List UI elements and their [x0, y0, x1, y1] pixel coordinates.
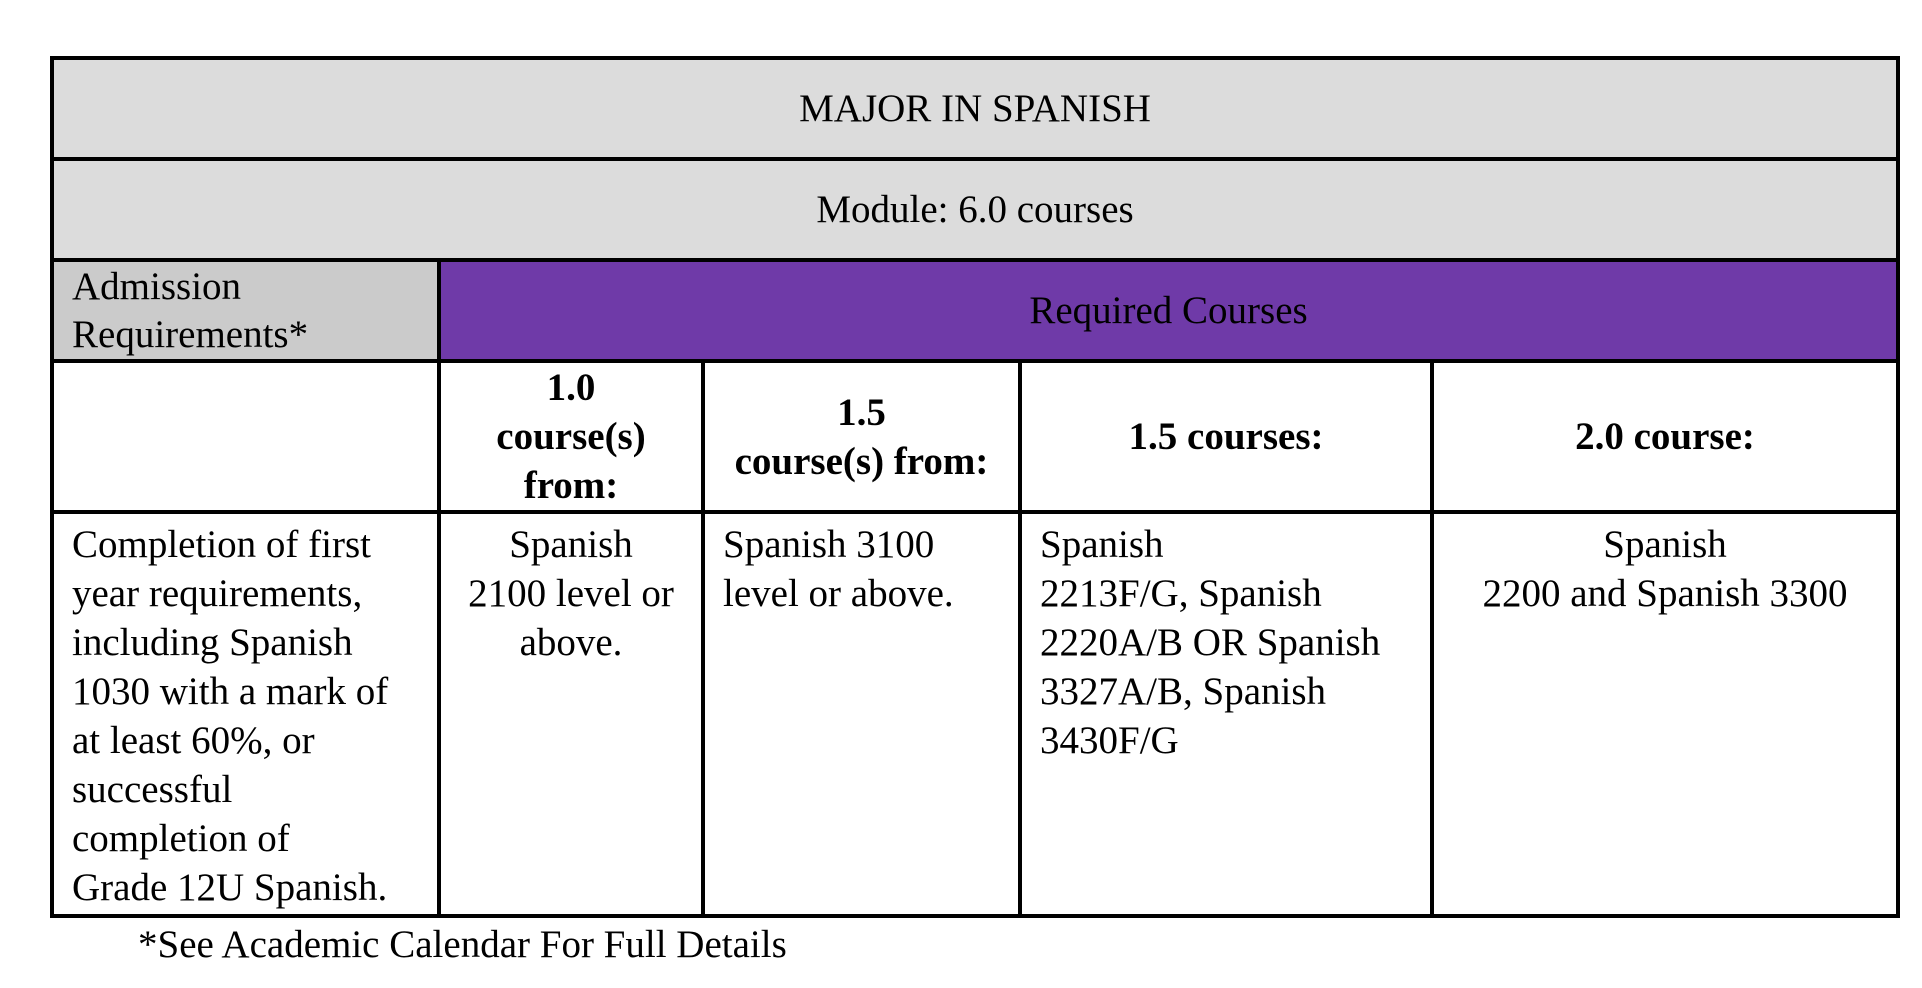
- section-header-row: [52, 260, 1898, 361]
- credit-header-1: [439, 361, 703, 512]
- text-line: 2213F/G, Spanish: [1040, 572, 1322, 615]
- text-line: Completion of first: [72, 523, 371, 566]
- text-line: including Spanish: [72, 621, 353, 664]
- admission-requirements-text: [52, 512, 439, 916]
- text-line: 2100 level or: [468, 572, 674, 615]
- credit-header-2: [703, 361, 1020, 512]
- text-line: year requirements,: [72, 572, 363, 615]
- admission-header-line: Admission: [72, 264, 242, 308]
- course-list-1: [439, 512, 703, 916]
- credit-header-3: 1.5 courses:: [1020, 361, 1432, 512]
- text-line: Spanish: [1040, 523, 1164, 566]
- text-line: successful: [72, 768, 233, 811]
- text-line: Spanish: [509, 523, 633, 566]
- required-courses-header: Required Courses: [439, 260, 1898, 361]
- text-line: Spanish 3100: [723, 523, 935, 566]
- text-line: 2200 and Spanish 3300: [1482, 572, 1848, 615]
- course-list-4: [1432, 512, 1898, 916]
- text-line: 2220A/B OR Spanish: [1040, 621, 1381, 664]
- text-line: Spanish: [1603, 523, 1727, 566]
- footnote: *See Academic Calendar For Full Details: [138, 923, 787, 966]
- text-line: at least 60%, or: [72, 719, 315, 762]
- text-line: 3327A/B, Spanish: [1040, 670, 1327, 713]
- course-list-3: [1020, 512, 1432, 916]
- course-list-2: [703, 512, 1020, 916]
- credit-header-line: 1.5: [837, 390, 886, 434]
- text-line: completion of: [72, 817, 290, 860]
- module-row: [52, 159, 1898, 260]
- text-line: above.: [519, 621, 623, 664]
- requirements-table: [50, 56, 1900, 918]
- text-line: level or above.: [723, 572, 954, 615]
- admission-header-line: Requirements*: [72, 312, 309, 356]
- text-line: Grade 12U Spanish.: [72, 866, 388, 909]
- credit-header-line: from:: [523, 464, 619, 507]
- empty-cell: [52, 361, 439, 512]
- table-title: MAJOR IN SPANISH: [52, 58, 1898, 159]
- course-details-row: [52, 512, 1898, 916]
- admission-header: [52, 260, 439, 361]
- module-label: Module: 6.0 courses: [52, 159, 1898, 260]
- credit-header-line: course(s): [496, 415, 646, 458]
- text-line: 3430F/G: [1040, 719, 1179, 762]
- credit-header-line: 1.0: [546, 366, 596, 409]
- credit-header-line: course(s) from:: [734, 439, 989, 483]
- credit-header-4: 2.0 course:: [1432, 361, 1898, 512]
- title-row: [52, 58, 1898, 159]
- text-line: 1030 with a mark of: [72, 670, 389, 713]
- credit-header-row: [52, 361, 1898, 512]
